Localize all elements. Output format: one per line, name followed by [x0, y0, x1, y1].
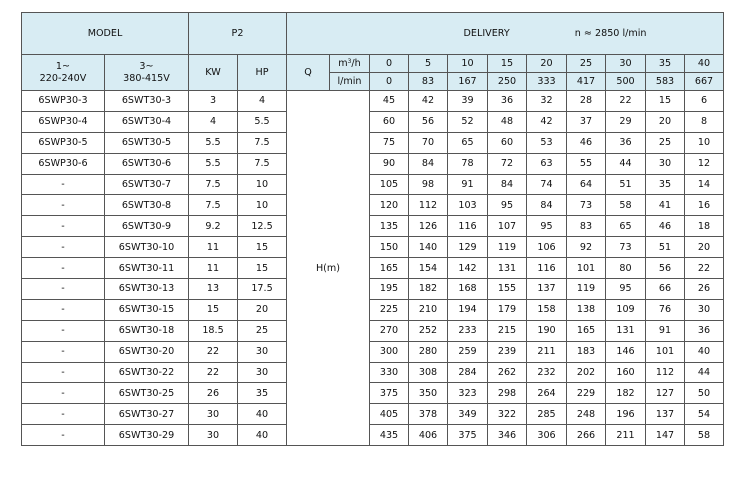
single-phase-label: 1~ — [55, 60, 71, 72]
head-value: 90 — [370, 153, 409, 174]
head-value: 75 — [370, 132, 409, 153]
three-phase-header — [105, 55, 189, 91]
three-phase-model: 6SWT30-3 — [105, 91, 189, 112]
head-value: 330 — [370, 362, 409, 383]
power-kw: 5.5 — [189, 153, 238, 174]
table-row — [22, 279, 724, 300]
head-value: 84 — [488, 174, 527, 195]
head-value: 266 — [567, 425, 606, 446]
head-value: 30 — [646, 153, 685, 174]
head-value: 215 — [488, 320, 527, 341]
power-hp: 17.5 — [238, 279, 287, 300]
head-value: 42 — [527, 111, 567, 132]
power-hp: 25 — [238, 320, 287, 341]
three-phase-model: 6SWT30-22 — [105, 362, 189, 383]
head-value: 20 — [646, 111, 685, 132]
table-row — [22, 341, 724, 362]
head-value: 378 — [409, 404, 448, 425]
head-value: 22 — [606, 91, 646, 112]
table-row — [22, 258, 724, 279]
power-hp: 15 — [238, 237, 287, 258]
head-value: 119 — [567, 279, 606, 300]
three-phase-model: 6SWT30-11 — [105, 258, 189, 279]
head-value: 22 — [685, 258, 724, 279]
head-value: 109 — [606, 299, 646, 320]
head-value: 146 — [606, 341, 646, 362]
kw-header: KW — [189, 55, 238, 91]
three-phase-model: 6SWT30-6 — [105, 153, 189, 174]
power-hp: 30 — [238, 362, 287, 383]
flow-lmin-cell: 417 — [567, 73, 606, 91]
head-value: 211 — [606, 425, 646, 446]
head-value: 44 — [685, 362, 724, 383]
head-value: 18 — [685, 216, 724, 237]
head-value: 120 — [370, 195, 409, 216]
head-value: 106 — [527, 237, 567, 258]
head-value: 15 — [646, 91, 685, 112]
head-value: 262 — [488, 362, 527, 383]
single-phase-model: - — [22, 362, 105, 383]
head-value: 39 — [448, 91, 488, 112]
head-value: 95 — [606, 279, 646, 300]
head-value: 210 — [409, 299, 448, 320]
head-value: 37 — [567, 111, 606, 132]
flow-lmin-cell: 167 — [448, 73, 488, 91]
power-kw: 18.5 — [189, 320, 238, 341]
head-value: 131 — [606, 320, 646, 341]
head-value: 375 — [370, 383, 409, 404]
head-value: 375 — [448, 425, 488, 446]
head-value: 248 — [567, 404, 606, 425]
flow-m3h-cell: 25 — [567, 55, 606, 73]
single-phase-model: - — [22, 320, 105, 341]
table-row — [22, 153, 724, 174]
head-value: 131 — [488, 258, 527, 279]
single-phase-voltage: 220-240V — [39, 72, 87, 84]
flow-lmin-cell: 583 — [646, 73, 685, 91]
head-value: 56 — [646, 258, 685, 279]
three-phase-model: 6SWT30-25 — [105, 383, 189, 404]
unit-m3h-tail: /h — [351, 58, 361, 69]
head-value: 44 — [606, 153, 646, 174]
head-value: 51 — [606, 174, 646, 195]
flow-m3h-cell: 40 — [685, 55, 724, 73]
head-value: 95 — [527, 216, 567, 237]
head-value: 190 — [527, 320, 567, 341]
head-value: 233 — [448, 320, 488, 341]
head-value: 84 — [527, 195, 567, 216]
power-hp: 20 — [238, 299, 287, 320]
power-hp: 12.5 — [238, 216, 287, 237]
table-row — [22, 299, 724, 320]
head-value: 84 — [409, 153, 448, 174]
head-value: 300 — [370, 341, 409, 362]
three-phase-model: 6SWT30-29 — [105, 425, 189, 446]
single-phase-model: - — [22, 404, 105, 425]
head-value: 202 — [567, 362, 606, 383]
single-phase-header — [22, 55, 105, 91]
head-value: 58 — [685, 425, 724, 446]
header-row-2 — [22, 55, 724, 73]
head-value: 80 — [606, 258, 646, 279]
three-phase-voltage: 380-415V — [123, 72, 170, 84]
head-value: 211 — [527, 341, 567, 362]
power-hp: 30 — [238, 341, 287, 362]
table-row — [22, 320, 724, 341]
power-kw: 30 — [189, 425, 238, 446]
head-value: 126 — [409, 216, 448, 237]
head-value: 350 — [409, 383, 448, 404]
table-body — [22, 13, 724, 446]
power-hp: 40 — [238, 425, 287, 446]
head-value: 183 — [567, 341, 606, 362]
head-value: 16 — [685, 195, 724, 216]
head-value: 53 — [527, 132, 567, 153]
head-value: 76 — [646, 299, 685, 320]
head-value: 32 — [527, 91, 567, 112]
head-value: 322 — [488, 404, 527, 425]
head-value: 78 — [448, 153, 488, 174]
power-hp: 5.5 — [238, 111, 287, 132]
head-value: 165 — [370, 258, 409, 279]
head-value: 92 — [567, 237, 606, 258]
unit-m3h-sup: 3 — [347, 58, 352, 65]
head-value: 35 — [646, 174, 685, 195]
head-value: 28 — [567, 91, 606, 112]
table-row — [22, 362, 724, 383]
head-value: 270 — [370, 320, 409, 341]
power-hp: 40 — [238, 404, 287, 425]
head-value: 52 — [448, 111, 488, 132]
power-kw: 7.5 — [189, 195, 238, 216]
head-value: 284 — [448, 362, 488, 383]
head-value: 116 — [448, 216, 488, 237]
unit-m3h-base: m — [338, 58, 348, 69]
head-value: 308 — [409, 362, 448, 383]
head-value: 10 — [685, 132, 724, 153]
head-value: 30 — [685, 299, 724, 320]
head-value: 119 — [488, 237, 527, 258]
head-value: 64 — [567, 174, 606, 195]
head-value: 54 — [685, 404, 724, 425]
flow-lmin-cell: 500 — [606, 73, 646, 91]
head-value: 406 — [409, 425, 448, 446]
head-value: 25 — [646, 132, 685, 153]
head-value: 95 — [488, 195, 527, 216]
head-value: 140 — [409, 237, 448, 258]
head-value: 91 — [448, 174, 488, 195]
table-row — [22, 425, 724, 446]
head-value: 229 — [567, 383, 606, 404]
header-row-1 — [22, 13, 724, 55]
flow-m3h-cell: 5 — [409, 55, 448, 73]
head-value: 306 — [527, 425, 567, 446]
three-phase-model: 6SWT30-18 — [105, 320, 189, 341]
head-value: 26 — [685, 279, 724, 300]
head-value: 349 — [448, 404, 488, 425]
head-value: 65 — [606, 216, 646, 237]
head-value: 165 — [567, 320, 606, 341]
three-phase-model: 6SWT30-9 — [105, 216, 189, 237]
head-value: 36 — [685, 320, 724, 341]
head-value: 280 — [409, 341, 448, 362]
head-value: 147 — [646, 425, 685, 446]
power-kw: 9.2 — [189, 216, 238, 237]
head-value: 135 — [370, 216, 409, 237]
head-value: 46 — [567, 132, 606, 153]
head-value: 50 — [685, 383, 724, 404]
three-phase-model: 6SWT30-8 — [105, 195, 189, 216]
head-value: 45 — [370, 91, 409, 112]
flow-lmin-cell: 250 — [488, 73, 527, 91]
head-value: 179 — [488, 299, 527, 320]
table-row — [22, 404, 724, 425]
head-value: 29 — [606, 111, 646, 132]
unit-m3h — [330, 55, 370, 73]
head-value: 8 — [685, 111, 724, 132]
flow-m3h-cell: 0 — [370, 55, 409, 73]
single-phase-model: - — [22, 237, 105, 258]
head-value: 6 — [685, 91, 724, 112]
single-phase-model: 6SWP30-5 — [22, 132, 105, 153]
head-value: 239 — [488, 341, 527, 362]
table-row — [22, 216, 724, 237]
speed-label: n ≈ 2850 l/min — [574, 28, 647, 39]
head-value: 405 — [370, 404, 409, 425]
head-value: 264 — [527, 383, 567, 404]
unit-lmin: l/min — [330, 73, 370, 91]
power-kw: 11 — [189, 258, 238, 279]
head-value: 73 — [606, 237, 646, 258]
head-value: 12 — [685, 153, 724, 174]
power-hp: 4 — [238, 91, 287, 112]
three-phase-model: 6SWT30-4 — [105, 111, 189, 132]
head-value: 158 — [527, 299, 567, 320]
flow-lmin-cell: 333 — [527, 73, 567, 91]
hp-header: HP — [238, 55, 287, 91]
head-label: H(m) — [287, 91, 370, 446]
flow-lmin-cell: 0 — [370, 73, 409, 91]
head-value: 168 — [448, 279, 488, 300]
head-value: 20 — [685, 237, 724, 258]
head-value: 58 — [606, 195, 646, 216]
head-value: 285 — [527, 404, 567, 425]
head-value: 14 — [685, 174, 724, 195]
model-header: MODEL — [22, 13, 189, 55]
head-value: 252 — [409, 320, 448, 341]
head-value: 160 — [606, 362, 646, 383]
q-header: Q — [287, 55, 330, 91]
single-phase-model: - — [22, 341, 105, 362]
table-row — [22, 195, 724, 216]
three-phase-model: 6SWT30-15 — [105, 299, 189, 320]
single-phase-model: 6SWP30-4 — [22, 111, 105, 132]
p2-header: P2 — [189, 13, 287, 55]
head-value: 55 — [567, 153, 606, 174]
head-value: 72 — [488, 153, 527, 174]
head-value: 83 — [567, 216, 606, 237]
head-value: 73 — [567, 195, 606, 216]
power-kw: 13 — [189, 279, 238, 300]
head-value: 323 — [448, 383, 488, 404]
three-phase-model: 6SWT30-20 — [105, 341, 189, 362]
three-phase-model: 6SWT30-5 — [105, 132, 189, 153]
head-value: 154 — [409, 258, 448, 279]
head-value: 98 — [409, 174, 448, 195]
flow-m3h-cell: 20 — [527, 55, 567, 73]
head-value: 74 — [527, 174, 567, 195]
power-hp: 7.5 — [238, 153, 287, 174]
head-value: 138 — [567, 299, 606, 320]
head-value: 259 — [448, 341, 488, 362]
table-row — [22, 132, 724, 153]
head-value: 70 — [409, 132, 448, 153]
head-value: 105 — [370, 174, 409, 195]
flow-lmin-cell: 83 — [409, 73, 448, 91]
head-value: 42 — [409, 91, 448, 112]
table-row — [22, 237, 724, 258]
head-value: 65 — [448, 132, 488, 153]
head-value: 150 — [370, 237, 409, 258]
pump-performance-table — [21, 12, 724, 446]
flow-lmin-cell: 667 — [685, 73, 724, 91]
three-phase-model: 6SWT30-10 — [105, 237, 189, 258]
delivery-title: DELIVERY — [463, 28, 510, 39]
single-phase-model: - — [22, 299, 105, 320]
head-value: 225 — [370, 299, 409, 320]
head-value: 36 — [488, 91, 527, 112]
single-phase-model: - — [22, 383, 105, 404]
head-value: 103 — [448, 195, 488, 216]
table-row — [22, 111, 724, 132]
power-hp: 35 — [238, 383, 287, 404]
head-value: 194 — [448, 299, 488, 320]
single-phase-model: 6SWP30-3 — [22, 91, 105, 112]
head-value: 127 — [646, 383, 685, 404]
flow-m3h-cell: 15 — [488, 55, 527, 73]
flow-m3h-cell: 35 — [646, 55, 685, 73]
table-row — [22, 383, 724, 404]
three-phase-model: 6SWT30-7 — [105, 174, 189, 195]
power-kw: 26 — [189, 383, 238, 404]
power-kw: 11 — [189, 237, 238, 258]
flow-m3h-cell: 30 — [606, 55, 646, 73]
single-phase-model: - — [22, 216, 105, 237]
head-value: 112 — [646, 362, 685, 383]
single-phase-model: - — [22, 195, 105, 216]
head-value: 101 — [567, 258, 606, 279]
power-kw: 3 — [189, 91, 238, 112]
three-phase-model: 6SWT30-27 — [105, 404, 189, 425]
head-value: 101 — [646, 341, 685, 362]
head-value: 142 — [448, 258, 488, 279]
power-kw: 30 — [189, 404, 238, 425]
power-kw: 22 — [189, 362, 238, 383]
head-value: 232 — [527, 362, 567, 383]
power-hp: 15 — [238, 258, 287, 279]
single-phase-model: - — [22, 174, 105, 195]
head-value: 66 — [646, 279, 685, 300]
single-phase-model: - — [22, 425, 105, 446]
three-phase-label: 3~ — [139, 60, 154, 72]
head-value: 41 — [646, 195, 685, 216]
power-kw: 7.5 — [189, 174, 238, 195]
head-value: 435 — [370, 425, 409, 446]
head-value: 196 — [606, 404, 646, 425]
head-value: 182 — [606, 383, 646, 404]
head-value: 137 — [527, 279, 567, 300]
head-value: 48 — [488, 111, 527, 132]
head-value: 116 — [527, 258, 567, 279]
head-value: 60 — [370, 111, 409, 132]
head-value: 298 — [488, 383, 527, 404]
power-hp: 7.5 — [238, 132, 287, 153]
flow-m3h-cell: 10 — [448, 55, 488, 73]
head-value: 346 — [488, 425, 527, 446]
single-phase-model: - — [22, 279, 105, 300]
head-value: 91 — [646, 320, 685, 341]
single-phase-model: 6SWP30-6 — [22, 153, 105, 174]
delivery-header — [287, 13, 724, 55]
power-kw: 22 — [189, 341, 238, 362]
head-value: 112 — [409, 195, 448, 216]
power-kw: 4 — [189, 111, 238, 132]
head-value: 56 — [409, 111, 448, 132]
head-value: 40 — [685, 341, 724, 362]
head-value: 60 — [488, 132, 527, 153]
table-row — [22, 91, 724, 112]
head-value: 129 — [448, 237, 488, 258]
head-value: 46 — [646, 216, 685, 237]
head-value: 137 — [646, 404, 685, 425]
power-kw: 5.5 — [189, 132, 238, 153]
head-value: 107 — [488, 216, 527, 237]
table-row — [22, 174, 724, 195]
single-phase-model: - — [22, 258, 105, 279]
head-value: 195 — [370, 279, 409, 300]
power-hp: 10 — [238, 174, 287, 195]
three-phase-model: 6SWT30-13 — [105, 279, 189, 300]
head-value: 182 — [409, 279, 448, 300]
head-value: 36 — [606, 132, 646, 153]
power-kw: 15 — [189, 299, 238, 320]
head-value: 63 — [527, 153, 567, 174]
power-hp: 10 — [238, 195, 287, 216]
head-value: 51 — [646, 237, 685, 258]
head-value: 155 — [488, 279, 527, 300]
